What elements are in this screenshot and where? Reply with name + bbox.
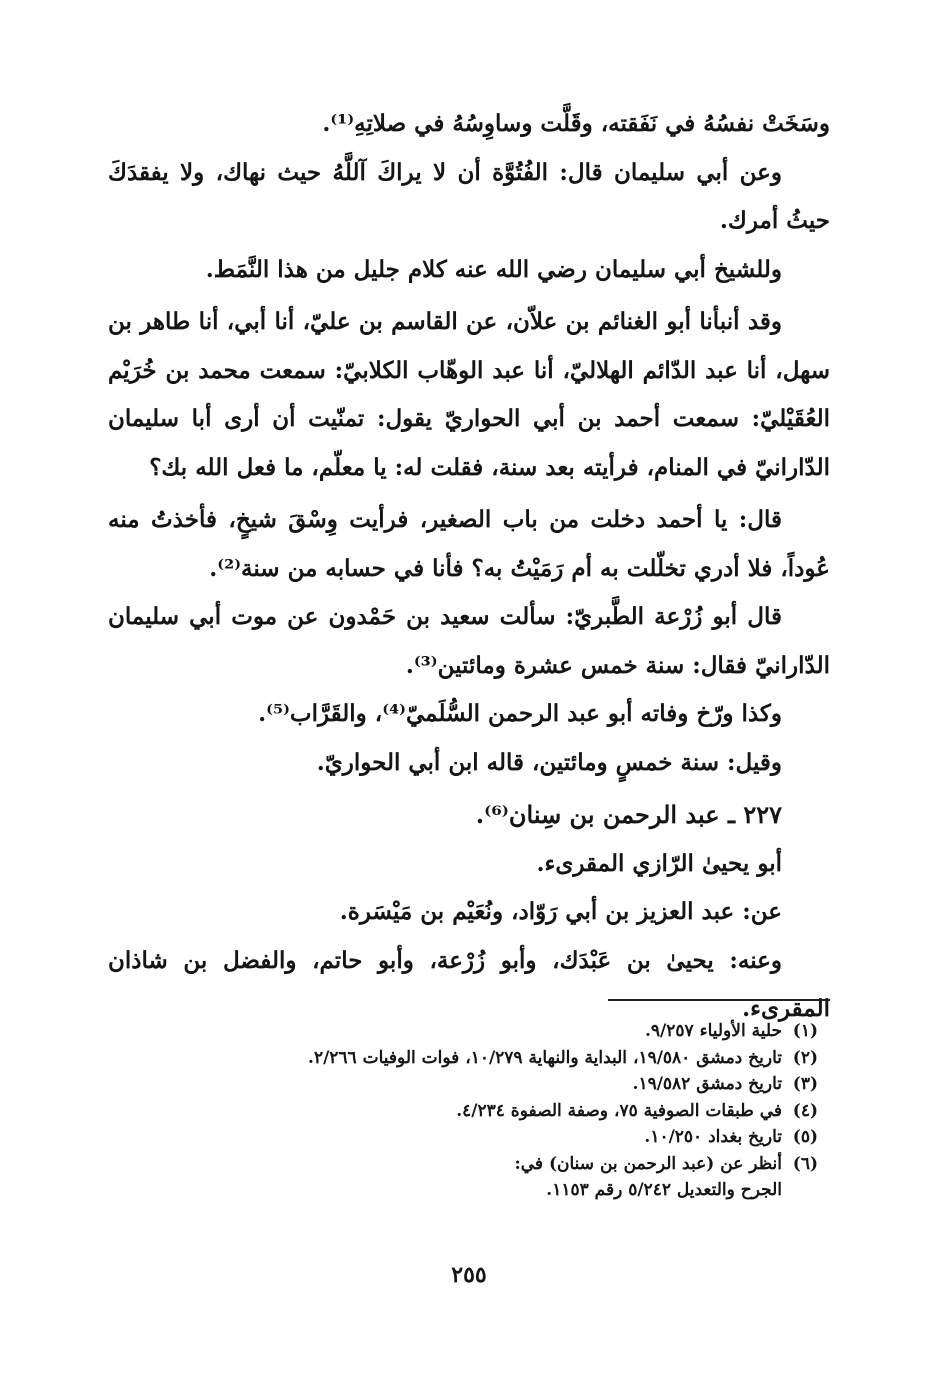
footnote-text: حلية الأولياء ٩/٢٥٧. (645, 1021, 782, 1041)
paragraph-6: قال أبو زُرْعة الطَّبريّ: سألت سعيد بن حَمْدون عن موت أبي سليمان الدّارانيّ فقال: سنة خمس عشرة ومائتين⁽³⁾. (108, 603, 830, 679)
entry-heading: ٢٢٧ ـ عبد الرحمن بن سِنان⁽⁶⁾. (475, 800, 782, 829)
footnote-number: (٤) (792, 1100, 818, 1121)
paragraph-8: وقيل: سنة خمسٍ ومائتين، قاله ابن أبي الحواريّ. (316, 748, 782, 776)
footnotes (118, 1018, 818, 1204)
footnote-number: (٣) (792, 1074, 818, 1094)
main-text (108, 100, 830, 1034)
footnote-6-continuation: الجرح والتعديل ٥/٢٤٢ رقم ١١٥٣. (546, 1180, 782, 1200)
entry-students: وعنه: يحيىٰ بن عَبْدَك، وأبو زُرْعة، وأبو حاتم، والفضل بن شاذان المقرىء. (108, 946, 830, 1022)
footnote-3 (118, 1071, 818, 1098)
footnote-6 (118, 1151, 818, 1178)
footnote-text: تاريخ دمشق ١٩/٥٨٠، البداية والنهاية ١٠/٢٧٩، فوات الوفيات ٢/٢٦٦. (308, 1047, 782, 1068)
paragraph-4: وقد أنبأنا أبو الغنائم بن علاّن، عن القاسم بن عليّ، أنا أبي، أنا طاهر بن سهل، أنا عبد الدّائم الهلاليّ، أنا عبد الوهّاب الكلابيّ: سمعت محمد بن خُرَيْم العُقَيْليّ: سمعت أحمد بن أبي الحواريّ يقول: تمنّيت أن أرى أبا سليمان الدّارانيّ في المنام، فرأيته بعد سنة، فقلت له: يا معلّم، ما فعل الله بك؟ (108, 308, 830, 481)
footnote-2 (118, 1045, 818, 1072)
footnote-text: أنظر عن (عبد الرحمن بن سنان) في: (514, 1153, 782, 1174)
footnote-number: (٢) (792, 1047, 818, 1068)
footnote-number: (٦) (792, 1153, 818, 1174)
footnote-text: في طبقات الصوفية ٧٥، وصفة الصفوة ٤/٢٣٤. (456, 1100, 782, 1121)
footnote-4 (118, 1098, 818, 1125)
footnote-text: تاريخ دمشق ١٩/٥٨٢. (632, 1074, 782, 1094)
footnote-separator (608, 999, 830, 1001)
paragraph-3: وللشيخ أبي سليمان رضي الله عنه كلام جليل من هذا النَّمَط. (205, 255, 782, 283)
footnote-text: تاريخ بغداد ١٠/٢٥٠. (644, 1127, 782, 1147)
footnote-5 (118, 1124, 818, 1151)
entry-kunya: أبو يحيىٰ الرّازي المقرىء. (536, 849, 782, 877)
entry-teachers: عن: عبد العزيز بن أبي رَوّاد، ونُعَيْم بن مَيْسَرة. (339, 898, 782, 925)
footnote-1 (118, 1018, 818, 1045)
footnote-number: (٥) (792, 1127, 818, 1147)
paragraph-5: قال: يا أحمد دخلت من باب الصغير، فرأيت وِسْقَ شيخٍ، فأخذتُ منه عُوداً، فلا أدري تخلّلت به أم رَمَيْتُ به؟ فأنا في حسابه من سنة⁽²⁾. (108, 506, 830, 582)
paragraph-2: وعن أبي سليمان قال: الفُتُوَّة أن لا يراكَ آللَّهُ حيث نهاك، ولا يفقدَكَ حيثُ أمرك. (108, 158, 830, 234)
footnote-number: (١) (792, 1021, 818, 1041)
paragraph-1: وسَخَتْ نفسُهُ في نَفَقته، وقَلَّت وساوِسُهُ في صلاتِهِ⁽¹⁾. (322, 110, 830, 137)
paragraph-7: وكذا ورّخ وفاته أبو عبد الرحمن السُّلَميّ⁽⁴⁾، والقَرَّاب⁽⁵⁾. (258, 700, 782, 727)
page-number: ٢٥٥ (451, 1262, 487, 1288)
